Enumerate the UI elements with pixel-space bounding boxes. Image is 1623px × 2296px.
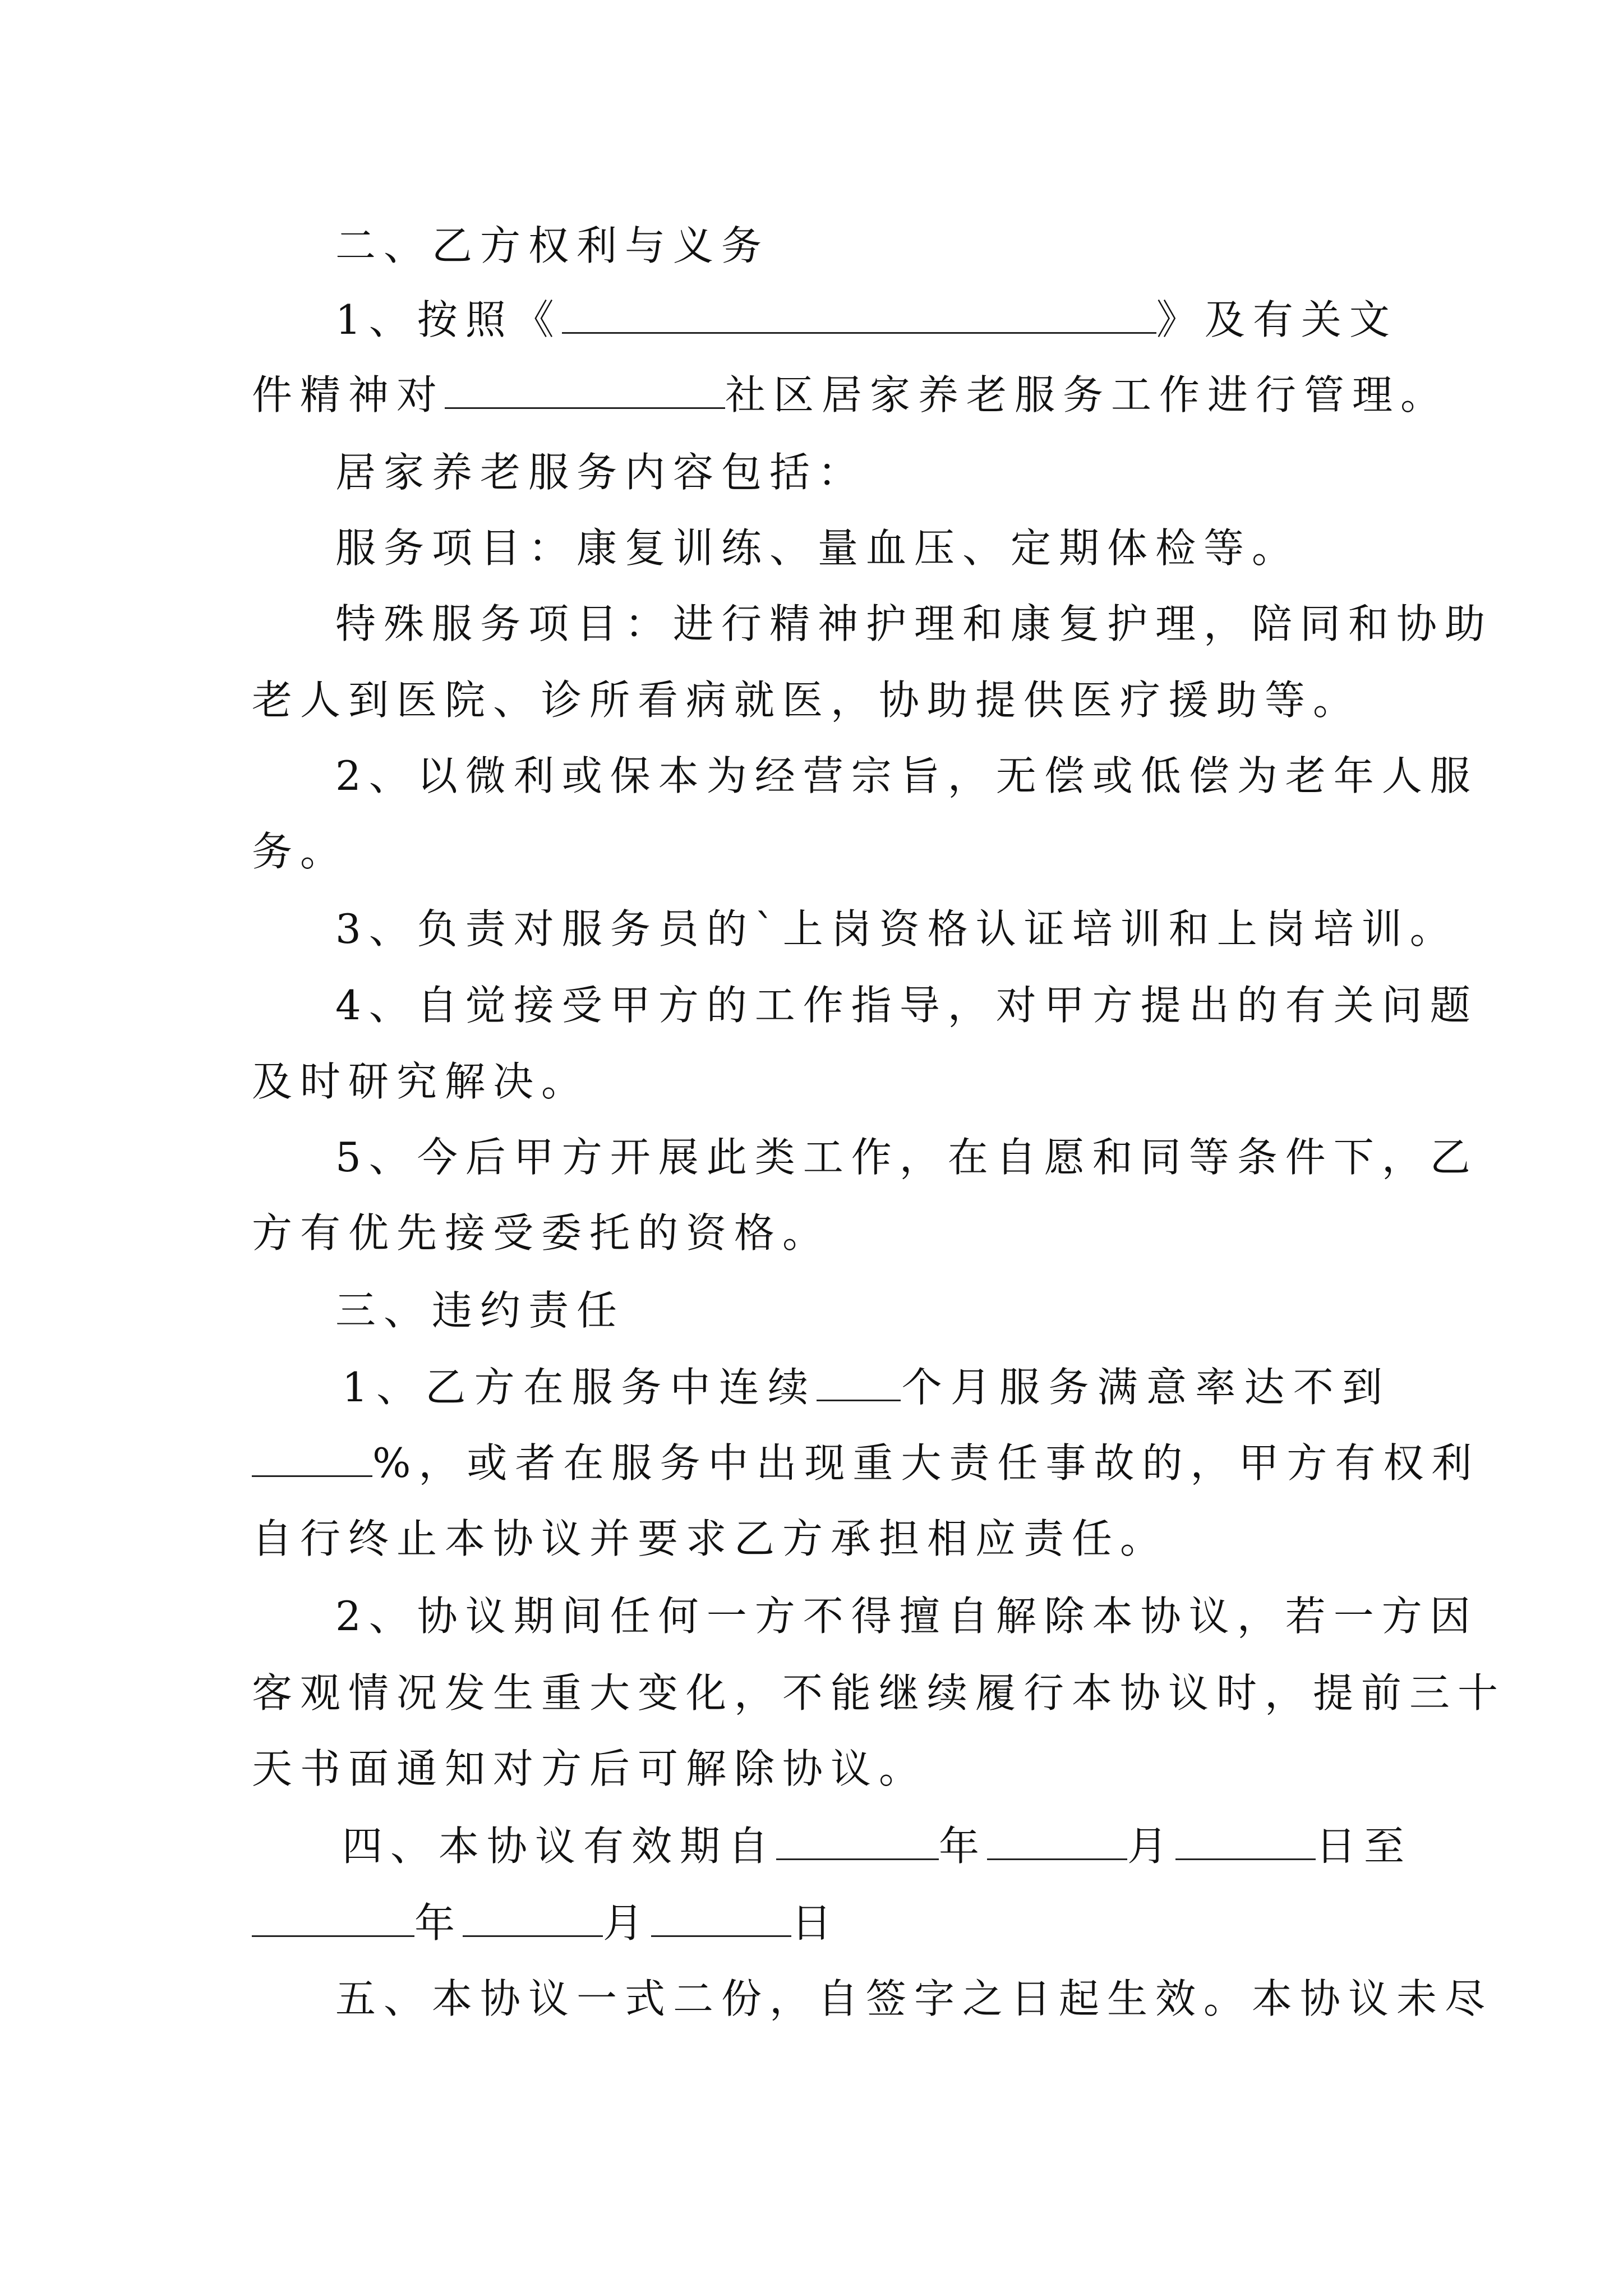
community-name-blank <box>445 368 725 409</box>
item-3-1-line-3: 自行终止本协议并要求乙方承担相应责任。 <box>252 1515 1169 1562</box>
item-2-5-line-1: 5、今后甲方开展此类工作，在自愿和同等条件下，乙 <box>335 1134 1478 1181</box>
months-blank <box>817 1360 901 1401</box>
item-2-4-line-1: 4、自觉接受甲方的工作指导，对甲方提出的有关问题 <box>335 982 1478 1029</box>
section-4-line-1: 四、本协议有效期自 年 月 日至 <box>342 1819 1390 1873</box>
item-2-1-line-1: 1、按照《 》及有关文 <box>335 293 1390 347</box>
item-2-5-line-2: 方有优先接受委托的资格。 <box>252 1209 831 1257</box>
section-2-heading: 二、乙方权利与义务 <box>335 222 770 269</box>
item-3-2-line-3: 天书面通知对方后可解除协议。 <box>252 1745 928 1792</box>
item-2-3: 3、负责对服务员的`上岗资格认证培训和上岗培训。 <box>335 905 1458 953</box>
start-year-blank <box>776 1819 939 1860</box>
item-3-1-line-1: 1、乙方在服务中连续 个月服务满意率达不到 <box>342 1360 1390 1414</box>
special-services-line-2: 老人到医院、诊所看病就医，协助提供医疗援助等。 <box>252 677 1362 724</box>
item-2-1-line-2: 件精神对 社区居家养老服务工作进行管理。 <box>252 368 1390 422</box>
item-3-2-line-2: 客观情况发生重大变化，不能继续履行本协议时，提前三十 <box>252 1669 1506 1717</box>
item-2-2-line-1: 2、以微利或保本为经营宗旨，无偿或低偿为老年人服 <box>335 752 1478 799</box>
item-2-4-line-2: 及时研究解决。 <box>252 1058 590 1105</box>
service-items: 服务项目：康复训练、量血压、定期体检等。 <box>335 524 1301 572</box>
end-month-blank <box>463 1896 603 1937</box>
end-year-blank <box>252 1896 414 1937</box>
item-3-1-line-2: %，或者在服务中出现重大责任事故的，甲方有权利 <box>252 1436 1390 1490</box>
special-services-line-1: 特殊服务项目：进行精神护理和康复护理，陪同和协助 <box>335 600 1493 647</box>
item-2-2-line-2: 务。 <box>252 828 349 875</box>
section-4-line-2: 年 月 日 <box>252 1896 1390 1950</box>
end-day-blank <box>651 1896 791 1937</box>
document-title-blank <box>562 293 1156 334</box>
percent-blank <box>252 1436 372 1477</box>
section-3-heading: 三、违约责任 <box>335 1287 625 1334</box>
service-content-heading: 居家养老服务内容包括： <box>335 449 866 496</box>
start-day-blank <box>1175 1819 1316 1860</box>
item-3-2-line-1: 2、协议期间任何一方不得擅自解除本协议，若一方因 <box>335 1593 1478 1640</box>
section-5-line-1: 五、本协议一式二份，自签字之日起生效。本协议未尽 <box>335 1975 1493 2022</box>
start-month-blank <box>987 1819 1127 1860</box>
